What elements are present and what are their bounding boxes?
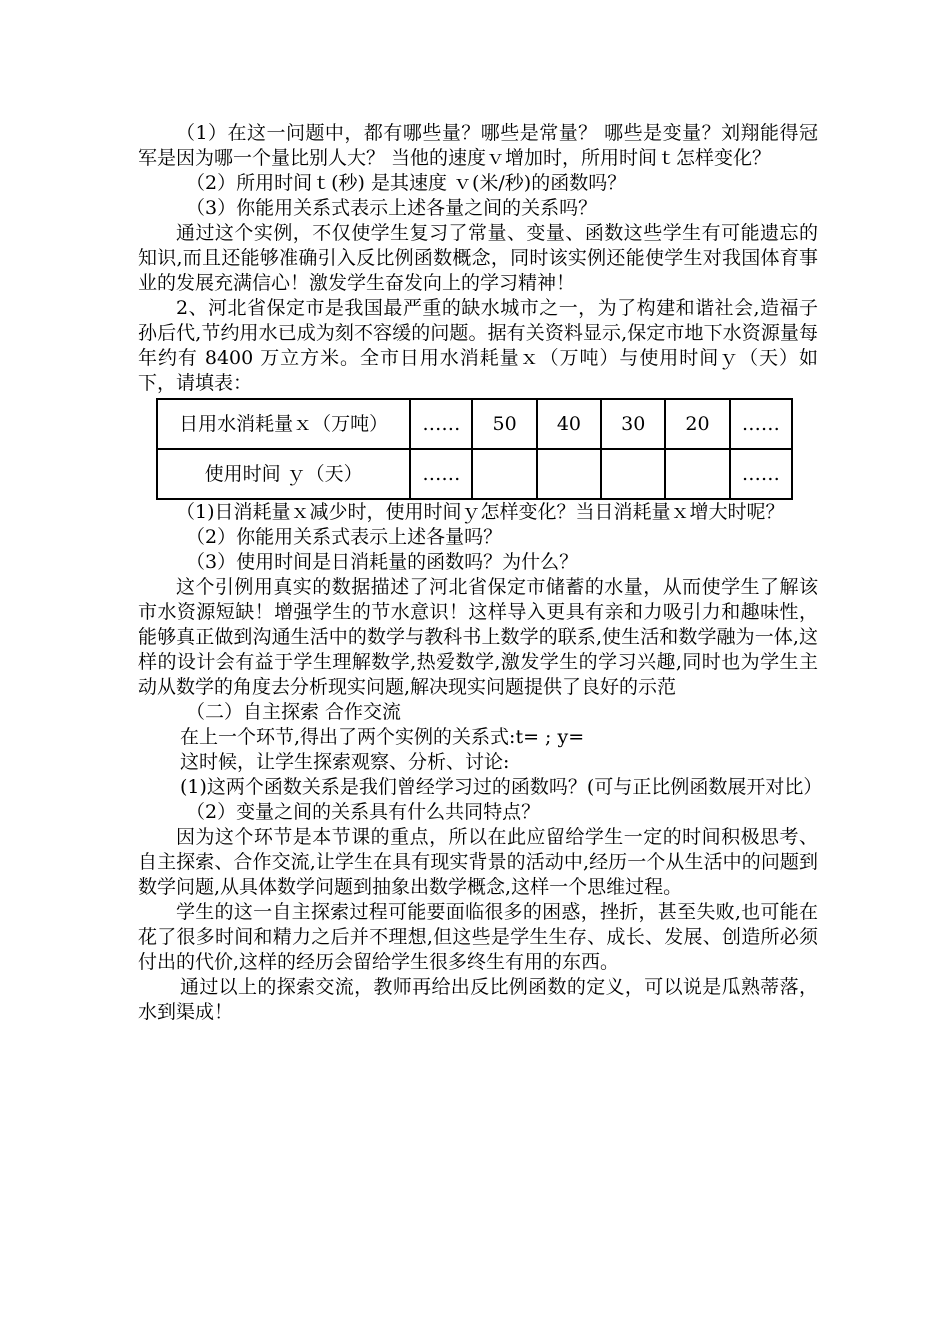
table-cell: 20	[665, 399, 729, 449]
table-cell: ……	[730, 399, 792, 449]
paragraph-commentary-3: 因为这个环节是本节课的重点，所以在此应留给学生一定的时间积极思考、自主探索、合作交流,让学生在具有现实背景的活动中,经历一个从生活中的问题到数学问题,从具体数学问题到抽象出数学概念,这样一个思维过程。	[138, 826, 818, 898]
paragraph-question-2: （2）所用时间ｔ(秒) 是其速度 ｖ(米/秒)的函数吗？	[186, 172, 627, 194]
table-cell: 日用水消耗量ｘ（万吨）	[157, 399, 410, 449]
table-cell-empty	[472, 449, 536, 499]
paragraph-table-question-3: （3）使用时间是日消耗量的函数吗？为什么？	[186, 551, 579, 573]
table-row	[157, 399, 792, 449]
table-cell-empty	[601, 449, 665, 499]
paragraph-commentary-2: 这个引例用真实的数据描述了河北省保定市储蓄的水量，从而使学生了解该市水资源短缺！增强学生的节水意识！这样导入更具有亲和力吸引力和趣味性，能够真正做到沟通生活中的数学与教科书上数学的联系,使生活和数学融为一体,这样的设计会有益于学生理解数学,热爱数学,激发学生的学习兴趣,同时也为学生主动从数学的角度去分析现实问题,解决现实问题提供了良好的示范	[138, 576, 818, 698]
table-cell-empty	[537, 449, 601, 499]
table-cell: 30	[601, 399, 665, 449]
paragraph-question-1: （1）在这一问题中，都有哪些量？哪些是常量？ 哪些是变量？刘翔能得冠军是因为哪一个量比别人大？ 当他的速度ｖ增加时，所用时间ｔ怎样变化？	[138, 122, 818, 169]
paragraph-commentary-1: 通过这个实例，不仅使学生复习了常量、变量、函数这些学生有可能遗忘的知识,而且还能够准确引入反比例函数概念，同时该实例还能使学生对我国体育事业的发展充满信心！激发学生奋发向上的学习精神！	[138, 222, 818, 294]
table-cell-empty	[665, 449, 729, 499]
paragraph-table-question-1: （1)日消耗量ｘ减少时，使用时间ｙ怎样变化？当日消耗量ｘ增大时呢？	[176, 501, 785, 523]
table-cell: 40	[537, 399, 601, 449]
paragraph-question-3: （3）你能用关系式表示上述各量之间的关系吗？	[186, 197, 598, 219]
paragraph-relations: 在上一个环节,得出了两个实例的关系式:t= ; y=	[180, 726, 585, 748]
paragraph-commentary-4: 学生的这一自主探索过程可能要面临很多的困惑，挫折，甚至失败,也可能在花了很多时间和精力之后并不理想,但这些是学生生存、成长、发展、创造所必须付出的代价,这样的经历会留给学生很多终生有用的东西。	[138, 901, 818, 973]
paragraph-example-2: 2、河北省保定市是我国最严重的缺水城市之一，为了构建和谐社会,造福子孙后代,节约用水已成为刻不容缓的问题。据有关资料显示,保定市地下水资源量每年约有 8400 万立方米。全市日用水消耗量ｘ（万吨）与使用时间ｙ（天）如下，请填表：	[138, 297, 818, 394]
paragraph-discussion-2: （2）变量之间的关系具有什么共同特点？	[186, 801, 541, 823]
table-row	[157, 449, 792, 499]
paragraph-discussion-1: (1)这两个函数关系是我们曾经学习过的函数吗？(可与正比例函数展开对比）	[180, 776, 823, 798]
table-cell: 50	[472, 399, 536, 449]
table-cell: ……	[410, 449, 472, 499]
paragraph-conclusion: 通过以上的探索交流，教师再给出反比例函数的定义，可以说是瓜熟蒂落，水到渠成！	[138, 976, 818, 1023]
paragraph-discussion-intro: 这时候，让学生探索观察、分析、讨论:	[180, 751, 510, 773]
table-cell: ……	[730, 449, 792, 499]
table-cell: ……	[410, 399, 472, 449]
section-heading: （二）自主探索 合作交流	[186, 701, 402, 723]
water-usage-table	[156, 398, 793, 500]
document-body	[138, 121, 823, 1025]
table-cell: 使用时间 ｙ（天）	[157, 449, 410, 499]
paragraph-table-question-2: （2）你能用关系式表示上述各量吗？	[186, 526, 503, 548]
